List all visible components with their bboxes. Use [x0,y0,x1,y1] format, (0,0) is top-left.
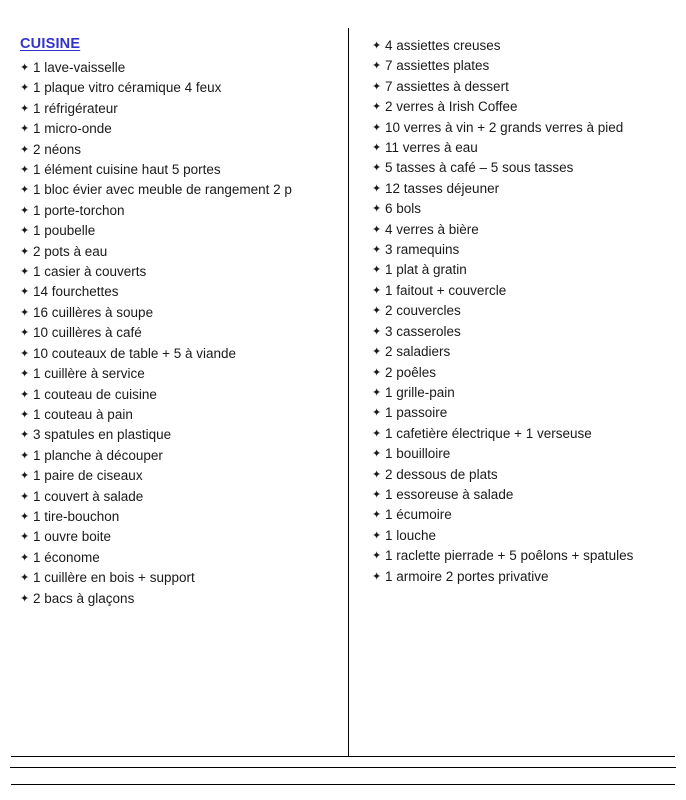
list-item-label: 4 verres à bière [385,221,479,237]
list-item [20,262,340,282]
list-item-label: 1 plaque vitro céramique 4 feux [33,80,222,96]
bullet-icon: ✦ [20,225,30,238]
bullet-icon: ✦ [20,408,30,421]
list-item [20,221,340,241]
list-item [372,220,672,240]
list-item [372,322,672,342]
column-divider [348,28,349,756]
list-item-label: 2 bacs à glaçons [33,590,135,606]
list-item-label: 3 casseroles [385,323,461,339]
list-item [372,485,672,505]
list-item-label: 1 raclette pierrade + 5 poêlons + spatules [385,548,634,564]
list-item [20,242,340,262]
list-item-label: 2 poêles [385,364,437,380]
bullet-icon: ✦ [372,182,382,195]
list-item [372,281,672,301]
list-item-label: 1 élément cuisine haut 5 portes [33,162,221,178]
list-item [20,548,340,568]
bullet-icon: ✦ [372,121,382,134]
bullet-icon: ✦ [372,203,382,216]
list-item [372,526,672,546]
list-item [20,282,340,302]
list-item-label: 1 économe [33,549,100,565]
bullet-icon: ✦ [20,551,30,564]
list-item-label: 1 couteau à pain [33,406,133,422]
bullet-icon: ✦ [372,346,382,359]
bullet-icon: ✦ [20,592,30,605]
list-item [20,507,340,527]
list-item [20,119,340,139]
list-item [20,323,340,343]
list-item [372,424,672,444]
list-item-label: 2 dessous de plats [385,466,498,482]
list-item [20,303,340,323]
list-item [20,405,340,425]
list-item-label: 1 cuillère à service [33,366,145,382]
bullet-icon: ✦ [372,60,382,73]
list-item-label: 7 assiettes plates [385,58,490,74]
list-item [20,385,340,405]
list-item-label: 1 lave-vaisselle [33,60,126,75]
list-item-label: 1 planche à découper [33,447,163,463]
list-item [372,118,672,138]
list-item-label: 1 plat à gratin [385,262,467,278]
list-item-label: 1 écumoire [385,507,452,523]
list-item-label: 1 ouvre boite [33,529,112,545]
bullet-icon: ✦ [372,550,382,563]
bullet-icon: ✦ [20,245,30,258]
list-item [372,403,672,423]
bullet-icon: ✦ [372,488,382,501]
list-item-label: 11 verres à eau [385,140,478,156]
bullet-icon: ✦ [372,325,382,338]
list-item-label: 1 armoire 2 portes privative [385,568,549,584]
list-item-label: 3 spatules en plastique [33,427,172,443]
list-item [20,140,340,160]
bullet-icon: ✦ [20,266,30,279]
bullet-icon: ✦ [20,306,30,319]
list-item-label: 1 paire de ciseaux [33,468,143,484]
list-item [20,487,340,507]
list-item [20,180,340,200]
list-item-label: 3 ramequins [385,242,460,258]
bullet-icon: ✦ [372,305,382,318]
bullet-icon: ✦ [372,162,382,175]
list-item [372,158,672,178]
bullet-icon: ✦ [20,143,30,156]
list-item [372,567,672,587]
list-item [20,58,340,78]
bullet-icon: ✦ [20,429,30,442]
list-item-label: 1 grille-pain [385,384,455,400]
list-item [20,99,340,119]
bullet-icon: ✦ [20,368,30,381]
list-item [372,179,672,199]
bullet-icon: ✦ [372,101,382,114]
list-item [20,201,340,221]
list-item [372,342,672,362]
list-item [372,260,672,280]
list-item [372,199,672,219]
right-item-list [372,36,672,587]
list-item-label: 5 tasses à café – 5 sous tasses [385,160,574,176]
bullet-icon: ✦ [372,386,382,399]
list-item-label: 1 tire-bouchon [33,508,120,524]
list-item [372,444,672,464]
list-item [372,97,672,117]
bullet-icon: ✦ [372,427,382,440]
bullet-icon: ✦ [20,82,30,95]
right-column [372,36,672,587]
bullet-icon: ✦ [20,510,30,523]
list-item [20,425,340,445]
list-item [372,505,672,525]
list-item-label: 6 bols [385,201,422,217]
list-item [372,240,672,260]
list-item [372,363,672,383]
bullet-icon: ✦ [20,204,30,217]
bullet-icon: ✦ [20,327,30,340]
bullet-icon: ✦ [372,264,382,277]
bullet-icon: ✦ [20,490,30,503]
list-item [20,527,340,547]
list-item-label: 10 verres à vin + 2 grands verres à pied [385,119,624,135]
bullet-icon: ✦ [20,286,30,299]
bottom-rule-lower [11,784,675,785]
list-item [20,589,340,609]
bullet-icon: ✦ [372,142,382,155]
list-item-label: 2 verres à Irish Coffee [385,99,518,115]
list-item [372,383,672,403]
list-item [372,36,672,56]
list-item-label: 1 bloc évier avec meuble de rangement 2 p [33,182,292,198]
bullet-icon: ✦ [20,449,30,462]
bullet-icon: ✦ [20,347,30,360]
list-item [20,364,340,384]
list-item-label: 1 réfrigérateur [33,100,118,116]
bullet-icon: ✦ [20,531,30,544]
bullet-icon: ✦ [372,468,382,481]
list-item-label: 1 cafetière électrique + 1 verseuse [385,425,592,441]
bullet-icon: ✦ [20,123,30,136]
bullet-icon: ✦ [20,572,30,585]
list-item [372,56,672,76]
list-item-label: 2 pots à eau [33,243,108,259]
list-item [20,160,340,180]
left-column [20,36,340,609]
list-item-label: 1 passoire [385,405,448,421]
bullet-icon: ✦ [372,244,382,257]
bullet-icon: ✦ [372,529,382,542]
bullet-icon: ✦ [372,80,382,93]
list-item-label: 1 louche [385,527,437,543]
list-item-label: 1 faitout + couvercle [385,282,507,298]
list-item [372,546,672,566]
list-item-label: 1 micro-onde [33,121,112,137]
list-item [372,77,672,97]
list-item-label: 1 casier à couverts [33,264,147,280]
list-item [20,568,340,588]
bullet-icon: ✦ [372,284,382,297]
bullet-icon: ✦ [372,40,382,52]
list-item [372,465,672,485]
bullet-icon: ✦ [20,62,30,74]
bullet-icon: ✦ [20,470,30,483]
bottom-rule-upper [11,756,675,757]
list-item-label: 4 assiettes creuses [385,38,501,53]
left-item-list [20,58,340,609]
list-item-label: 2 couvercles [385,303,461,319]
list-item-label: 1 essoreuse à salade [385,486,514,502]
bullet-icon: ✦ [372,407,382,420]
bullet-icon: ✦ [372,366,382,379]
page-title: CUISINE [20,36,81,52]
list-item-label: 1 bouilloire [385,446,451,462]
list-item-label: 10 cuillères à café [33,325,142,341]
list-item-label: 7 assiettes à dessert [385,78,509,94]
list-item [20,78,340,98]
list-item [372,138,672,158]
list-item-label: 1 couvert à salade [33,488,144,504]
list-item-label: 2 saladiers [385,344,451,360]
list-item-label: 1 couteau de cuisine [33,386,157,402]
bullet-icon: ✦ [20,102,30,115]
list-item [20,446,340,466]
list-item-label: 2 néons [33,141,82,157]
list-item-label: 14 fourchettes [33,284,119,300]
bullet-icon: ✦ [20,184,30,197]
bullet-icon: ✦ [372,448,382,461]
list-item-label: 1 porte-torchon [33,202,125,218]
bullet-icon: ✦ [20,164,30,177]
list-item-label: 16 cuillères à soupe [33,304,154,320]
bullet-icon: ✦ [372,570,382,583]
list-item [372,301,672,321]
bullet-icon: ✦ [372,509,382,522]
list-item-label: 10 couteaux de table + 5 à viande [33,345,237,361]
list-item-label: 12 tasses déjeuner [385,180,500,196]
list-item-label: 1 poubelle [33,223,96,239]
list-item [20,466,340,486]
bullet-icon: ✦ [20,388,30,401]
list-item-label: 1 cuillère en bois + support [33,570,195,586]
list-item [20,344,340,364]
bullet-icon: ✦ [372,223,382,236]
